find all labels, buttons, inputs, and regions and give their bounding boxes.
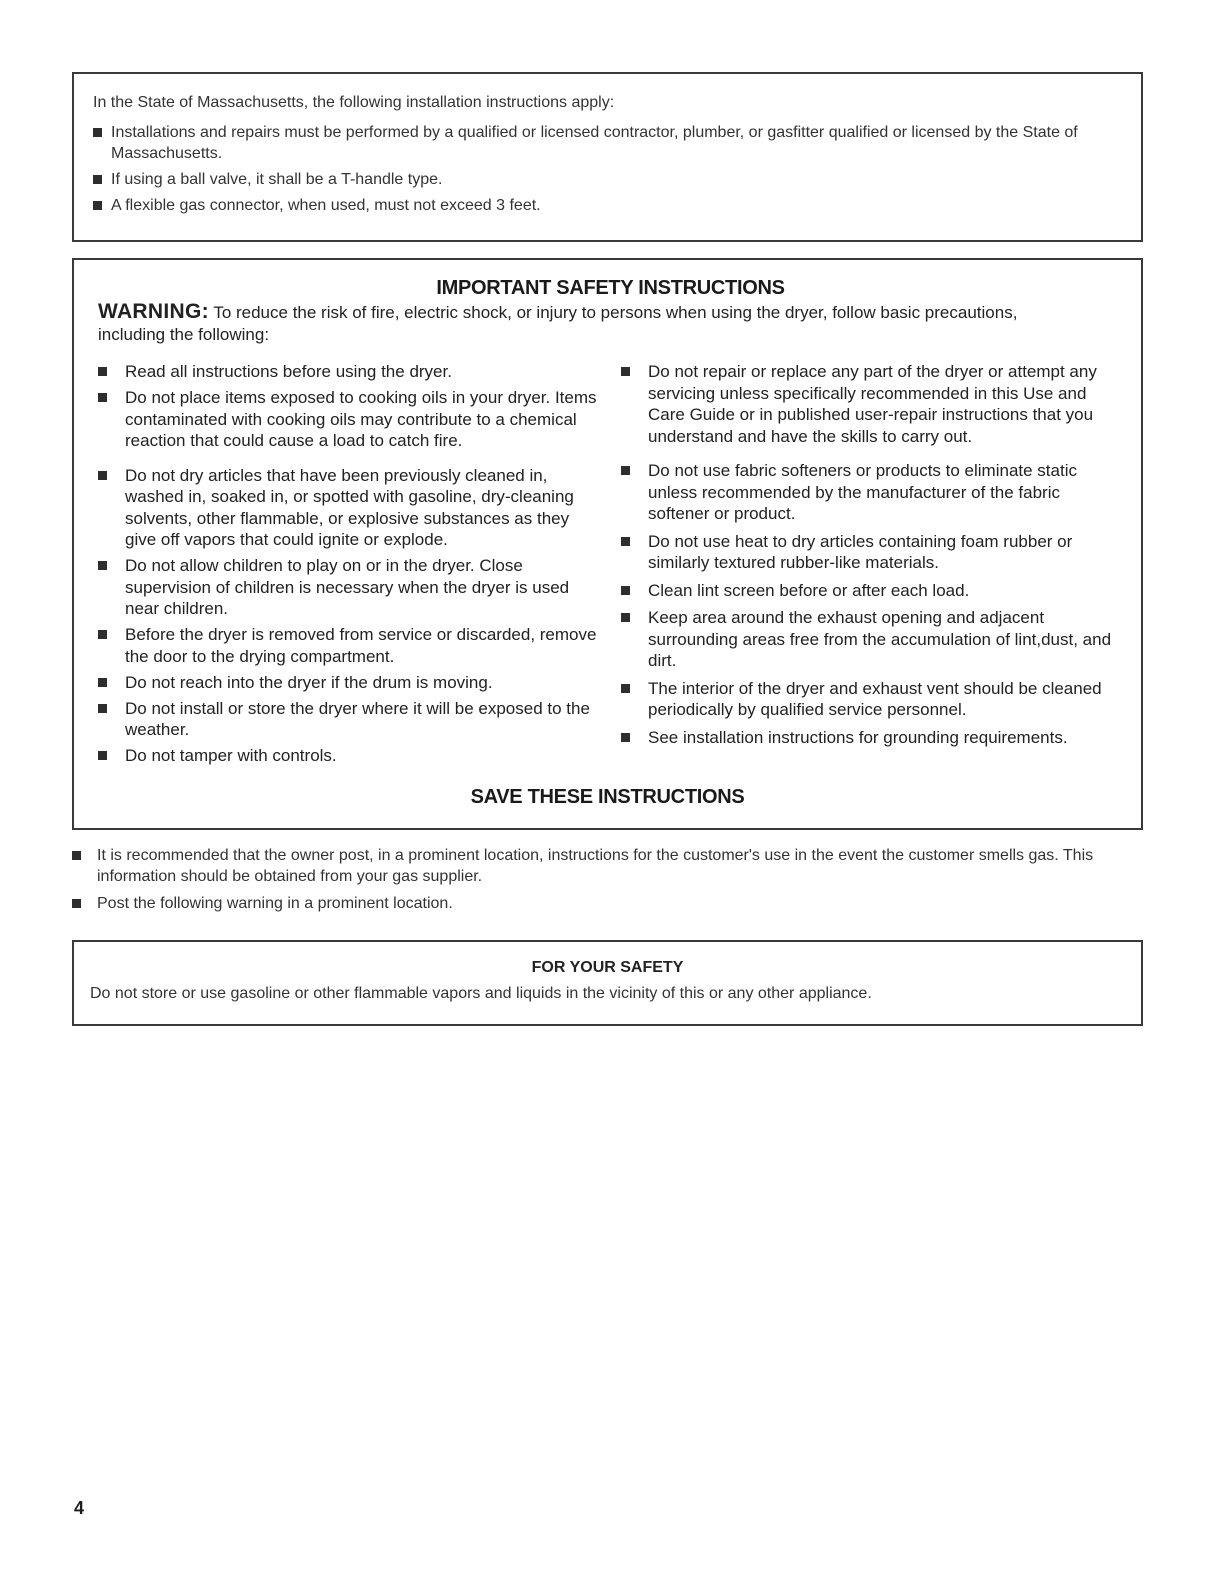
square-bullet-icon: [98, 471, 107, 480]
safety-left-column: [98, 361, 603, 771]
page-number: 4: [74, 1498, 85, 1518]
square-bullet-icon: [93, 175, 102, 184]
list-item: Do not place items exposed to cooking oils in your dryer. Items contaminated with cooking oils may contribute to a chemical reaction that could cause a load to catch fire.: [98, 387, 603, 452]
list-item: Do not install or store the dryer where it will be exposed to the weather.: [98, 698, 603, 741]
warning-label: WARNING:: [98, 300, 209, 323]
square-bullet-icon: [621, 613, 630, 622]
warning-text-2: including the following:: [98, 325, 270, 344]
list-item: A flexible gas connector, when used, must not exceed 3 feet.: [93, 195, 1123, 216]
list-item: Do not reach into the dryer if the drum is moving.: [98, 672, 603, 694]
square-bullet-icon: [621, 466, 630, 475]
save-instructions-heading: SAVE THESE INSTRUCTIONS: [470, 786, 745, 808]
for-your-safety-text: Do not store or use gasoline or other flammable vapors and liquids in the vicinity of this or any other appliance.: [90, 985, 872, 1002]
square-bullet-icon: [98, 393, 107, 402]
square-bullet-icon: [621, 537, 630, 546]
square-bullet-icon: [621, 684, 630, 693]
warning-statement: [98, 301, 1123, 346]
warning-text-1: To reduce the risk of fire, electric shock, or injury to persons when using the dryer, follow basic precautions,: [213, 303, 1018, 322]
massachusetts-list: [93, 122, 1123, 216]
list-item: If using a ball valve, it shall be a T-handle type.: [93, 169, 1123, 190]
safety-right-column: [621, 361, 1121, 754]
square-bullet-icon: [98, 751, 107, 760]
list-item: See installation instructions for grounding requirements.: [621, 727, 1121, 749]
square-bullet-icon: [93, 128, 102, 137]
square-bullet-icon: [621, 367, 630, 376]
list-item: Installations and repairs must be performed by a qualified or licensed contractor, plumber, or gasfitter qualified or licensed by the State of Massachusetts.: [93, 122, 1123, 164]
list-item: Keep area around the exhaust opening and adjacent surrounding areas free from the accumulation of lint,dust, and dirt.: [621, 607, 1121, 672]
square-bullet-icon: [98, 367, 107, 376]
list-item: It is recommended that the owner post, in a prominent location, instructions for the customer's use in the event the customer smells gas. This information should be obtained from your gas supplier.: [72, 845, 1142, 887]
for-your-safety-title: FOR YOUR SAFETY: [531, 959, 684, 976]
list-item: Before the dryer is removed from service or discarded, remove the door to the drying compartment.: [98, 624, 603, 667]
square-bullet-icon: [98, 704, 107, 713]
massachusetts-intro: In the State of Massachusetts, the following installation instructions apply:: [93, 94, 615, 111]
list-item: Do not use fabric softeners or products to eliminate static unless recommended by the manufacturer of the fabric softener or product.: [621, 460, 1121, 525]
square-bullet-icon: [621, 586, 630, 595]
square-bullet-icon: [98, 630, 107, 639]
list-item: Read all instructions before using the dryer.: [98, 361, 603, 383]
safety-instructions-box: [72, 258, 1143, 830]
list-item: Do not tamper with controls.: [98, 745, 603, 767]
square-bullet-icon: [72, 851, 81, 860]
list-item: Do not allow children to play on or in the dryer. Close supervision of children is necessary when the dryer is used near children.: [98, 555, 603, 620]
safety-heading: IMPORTANT SAFETY INSTRUCTIONS: [436, 277, 785, 299]
list-item: Do not dry articles that have been previously cleaned in, washed in, soaked in, or spotted with gasoline, dry-cleaning solvents, other flammable, or explosive substances as they give off vapors that could ignite or explode.: [98, 465, 603, 551]
list-item: The interior of the dryer and exhaust vent should be cleaned periodically by qualified service personnel.: [621, 678, 1121, 721]
list-item: Clean lint screen before or after each load.: [621, 580, 1121, 602]
list-item: Post the following warning in a prominent location.: [72, 893, 1142, 914]
massachusetts-box: [72, 72, 1143, 242]
square-bullet-icon: [621, 733, 630, 742]
square-bullet-icon: [93, 201, 102, 210]
square-bullet-icon: [98, 678, 107, 687]
gas-notice-list: [72, 845, 1142, 920]
square-bullet-icon: [98, 561, 107, 570]
list-item: Do not use heat to dry articles containing foam rubber or similarly textured rubber-like materials.: [621, 531, 1121, 574]
list-item: Do not repair or replace any part of the dryer or attempt any servicing unless specifically recommended in this Use and Care Guide or in published user-repair instructions that you understand and have the skills to carry out.: [621, 361, 1121, 447]
for-your-safety-box: [72, 940, 1143, 1026]
safety-columns: [98, 361, 1123, 781]
square-bullet-icon: [72, 899, 81, 908]
